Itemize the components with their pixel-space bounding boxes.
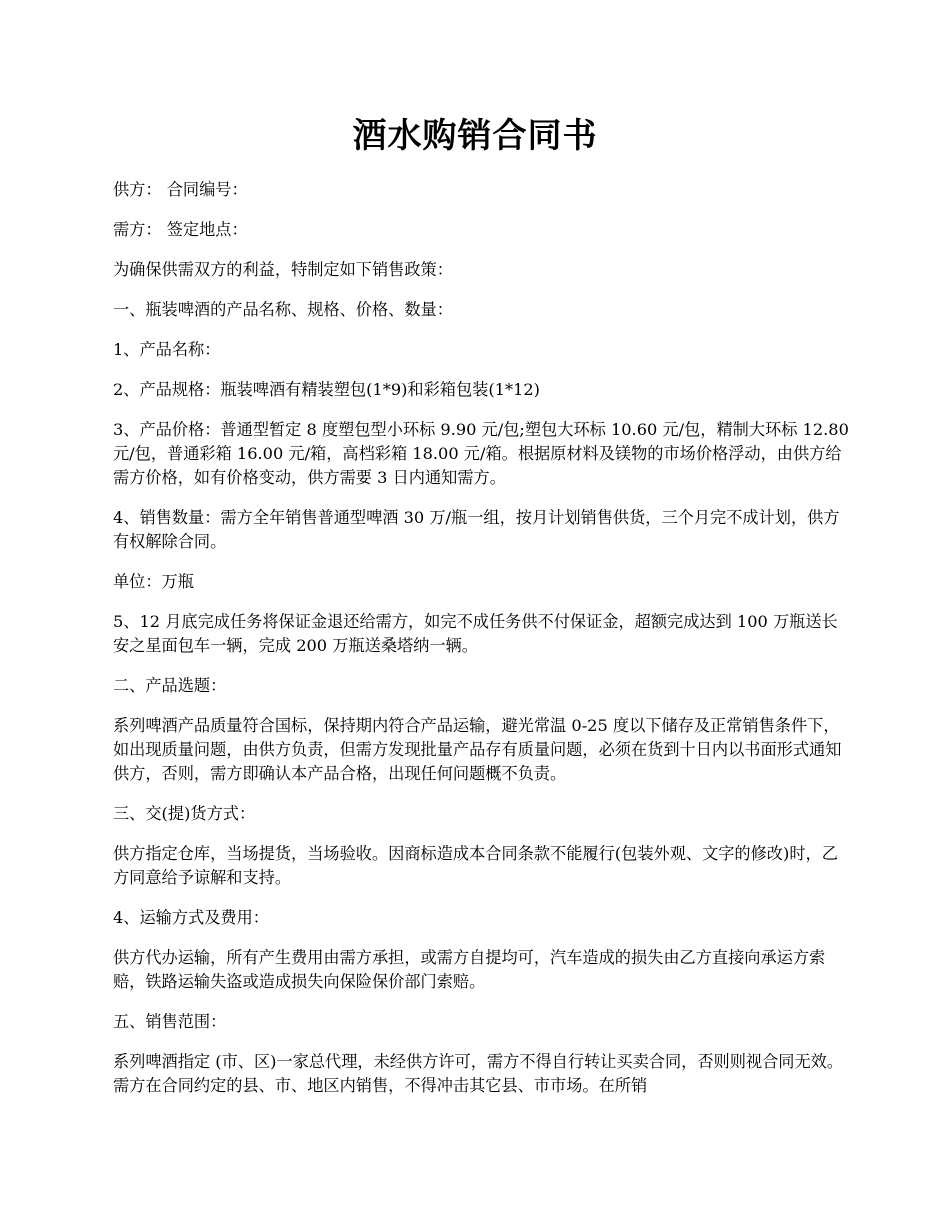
unit-line: 单位：万瓶 [113,572,194,591]
clause-product-price: 3、产品价格：普通型暂定 8 度塑包型小环标 9.90 元/包;塑包大环标 10.60 元/包，精制大环标 12.80 元/包，普通彩箱 16.00 元/箱，高档彩箱 18.00 元/箱。根据原材料及镁物的市场价格浮动，由供方给需方价格，如有价格变动，供方需要 3 日内通知需方。 [113,420,849,487]
intro-paragraph: 为确保供需双方的利益，特制定如下销售政策： [113,260,453,279]
section-heading-3: 三、交(提)货方式： [113,804,256,823]
section-heading-2: 二、产品选题： [113,676,227,695]
clause-sales-quantity: 4、销售数量：需方全年销售普通型啤酒 30 万/瓶一组，按月计划销售供货，三个月完不成计划，供方有权解除合同。 [113,508,840,551]
clause-transport: 供方代办运输，所有产生费用由需方承担，或需方自提均可，汽车造成的损失由乙方直接向承运方索赔，铁路运输失盗或造成损失向保险保价部门索赔。 [113,948,826,991]
clause-delivery: 供方指定仓库，当场提货，当场验收。因商标造成本合同条款不能履行(包装外观、文字的修改)时，乙方同意给予谅解和支持。 [113,844,838,887]
clause-quality: 系列啤酒产品质量符合国标，保持期内符合产品运输，避光常温 0-25 度以下储存及正常销售条件下，如出现质量问题，由供方负责，但需方发现批量产品存有质量问题，必须在货到十日内以书面形式通知供方，否则，需方即确认本产品合格，出现任何问题概不负责。 [113,716,842,783]
section-heading-4: 4、运输方式及费用： [113,908,269,927]
clause-product-spec: 2、产品规格：瓶装啤酒有精装塑包(1*9)和彩箱包装(1*12) [113,380,540,399]
document-body [113,178,853,1114]
section-heading-5: 五、销售范围： [113,1012,227,1031]
buyer-line: 需方： 签定地点： [113,220,248,239]
section-heading-1: 一、瓶装啤酒的产品名称、规格、价格、数量： [113,300,453,319]
clause-sales-area: 系列啤酒指定 (市、区)一家总代理，未经供方许可，需方不得自行转让买卖合同，否则则视合同无效。需方在合同约定的县、市、地区内销售，不得冲击其它县、市市场。在所销 [113,1052,844,1095]
clause-product-name: 1、产品名称： [113,340,221,359]
document-title: 酒水购销合同书 [352,116,598,156]
clause-deposit-reward: 5、12 月底完成任务将保证金退还给需方，如完不成任务供不付保证金，超额完成达到 100 万瓶送长安之星面包车一辆，完成 200 万瓶送桑塔纳一辆。 [113,612,838,655]
supplier-line: 供方： 合同编号： [113,180,248,199]
